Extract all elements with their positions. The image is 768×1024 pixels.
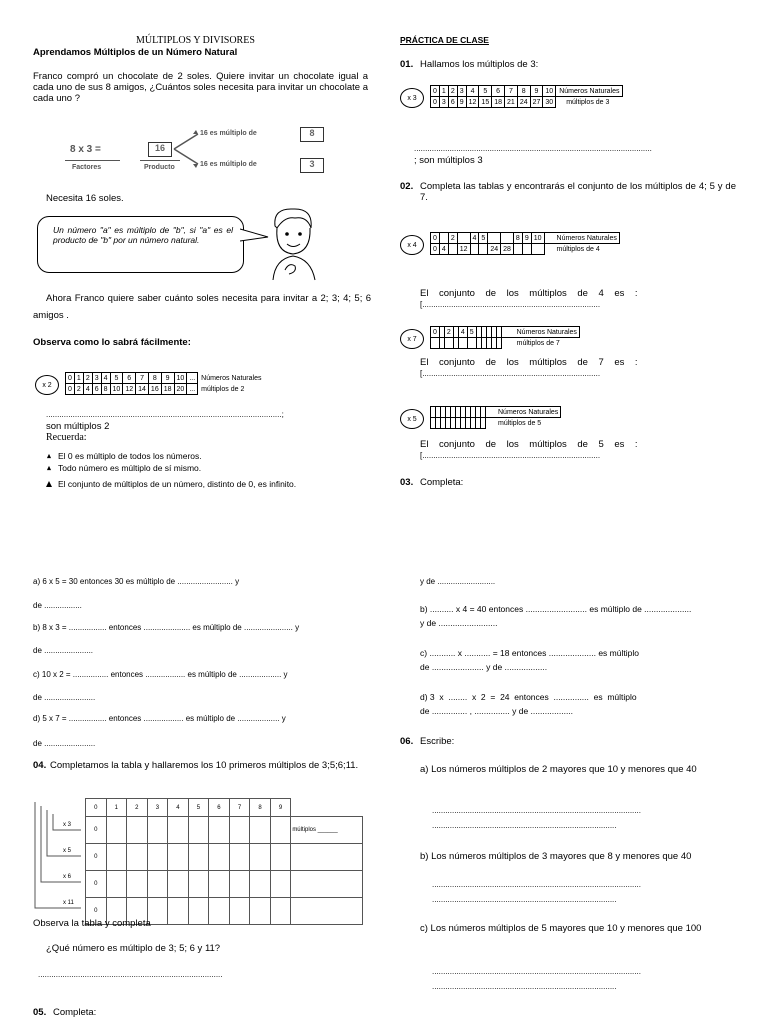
cell: 12 <box>466 97 479 108</box>
exercise-r-b: b) .......... x 4 = 40 entonces .......................... es múltiplo de .................... <box>420 604 692 614</box>
cell: 4 <box>439 244 448 255</box>
cell: 10 <box>531 233 544 244</box>
table5-label1: Números Naturales <box>486 407 561 418</box>
bullet-2 <box>46 463 201 473</box>
write-c: c) Los números múltiplos de 5 mayores que 10 y menores que 100 <box>420 923 702 934</box>
cell: 9 <box>161 373 174 384</box>
x5-circle: x 5 <box>400 409 424 429</box>
bullet-2-text: Todo número es múltiplo de sí mismo. <box>58 463 202 473</box>
cell: 0 <box>431 244 440 255</box>
cell: 7 <box>505 86 518 97</box>
cell <box>147 871 168 898</box>
cell <box>291 898 363 925</box>
q02-number: 02. <box>400 181 414 192</box>
write-b: b) Los números múltiplos de 3 mayores que 8 y menores que 40 <box>420 851 692 862</box>
result-box: 16 <box>148 142 172 157</box>
q06-text: Escribe: <box>420 736 455 747</box>
cell: 21 <box>505 97 518 108</box>
cell: 0 <box>66 373 75 384</box>
exercise-d-2: de ....................... <box>33 739 96 748</box>
cell <box>229 871 250 898</box>
cell: 12 <box>123 384 136 395</box>
cell: 5 <box>467 327 476 338</box>
definition-bubble <box>37 216 244 273</box>
cell: 0 <box>86 871 107 898</box>
write-a-line-1: .............................................................................................. <box>432 806 641 815</box>
cell: 2 <box>74 384 83 395</box>
cell: 6 <box>123 373 136 384</box>
cell <box>470 244 479 255</box>
cell <box>168 871 189 898</box>
cell <box>168 817 189 844</box>
cell: 5 <box>479 233 488 244</box>
cell <box>270 871 291 898</box>
cell: 10 <box>110 384 123 395</box>
grid04-row <box>86 817 363 844</box>
cell: 1 <box>74 373 83 384</box>
cell: 0 <box>431 327 440 338</box>
cell <box>168 844 189 871</box>
cell <box>127 817 148 844</box>
product-diagram <box>60 126 340 186</box>
table5-row1 <box>431 407 561 418</box>
table7-row1 <box>431 327 580 338</box>
cell: 6 <box>92 384 101 395</box>
conjunto-5: El conjunto de los múltiplos de 5 es : <box>420 439 638 450</box>
write-c-line-2: ................................................................................... <box>432 982 617 991</box>
cell <box>250 898 271 925</box>
cell: ... <box>187 373 198 384</box>
cell <box>431 338 440 349</box>
cell: 2 <box>444 327 453 338</box>
cell: 16 <box>148 384 161 395</box>
cell: 4 <box>101 373 110 384</box>
cell <box>501 233 514 244</box>
grid04-mult-11: x 11 <box>63 900 74 906</box>
son-multiplos-3: ; son múltiplos 3 <box>414 155 483 166</box>
q05-number: 05. <box>33 1007 47 1018</box>
write-c-line-1: .............................................................................................. <box>432 967 641 976</box>
cell: 9 <box>457 97 466 108</box>
cell: 1 <box>439 86 448 97</box>
table7-label2: múltiplos de 7 <box>516 339 560 347</box>
cell <box>147 844 168 871</box>
multiple-line-1: 16 es múltiplo de <box>200 130 257 137</box>
problem-text: Franco compró un chocolate de 2 soles. Quiere invitar un chocolate igual a cada uno de sus 8 amigos, ¿Cuántos soles necesita para invitar un chocolate a cada uno ? <box>33 71 368 104</box>
expression: 8 x 3 = <box>70 144 101 155</box>
factores-line <box>65 160 120 161</box>
q02-text: Completa las tablas y encontrarás el conjunto de los múltiplos de 4; 5 y de 7. <box>420 181 736 203</box>
cell: 14 <box>136 384 149 395</box>
bullet-1-text: El 0 es múltiplo de todos los números. <box>58 451 202 461</box>
cell: 9 <box>522 233 531 244</box>
table4-label2: múltiplos de 4 <box>556 245 600 253</box>
boy-illustration <box>265 204 320 282</box>
table3-label2: múltiplos de 3 <box>566 98 610 106</box>
cell: 0 <box>86 898 107 925</box>
multiple-box-2: 3 <box>300 158 324 173</box>
practica-heading: PRÁCTICA DE CLASE <box>400 35 489 45</box>
cell <box>209 871 230 898</box>
cell <box>106 871 127 898</box>
cell: 0 <box>86 844 107 871</box>
cell: 6 <box>448 97 457 108</box>
cell: 3 <box>92 373 101 384</box>
table5-grid <box>430 406 561 429</box>
grid04-brackets <box>33 796 85 914</box>
q01-answer-line: ........................................................................................................... <box>414 144 652 153</box>
cell: ... <box>187 384 198 395</box>
multiple-box-1: 8 <box>300 127 324 142</box>
cell <box>229 817 250 844</box>
exercise-r-d-2: de ............... , ............... y de .................. <box>420 706 574 716</box>
cell: 0 <box>66 384 75 395</box>
cell <box>439 233 448 244</box>
cell: 0 <box>431 233 440 244</box>
cell: 18 <box>492 97 505 108</box>
cell: 7 <box>136 373 149 384</box>
cell: 20 <box>174 384 187 395</box>
cell: 2 <box>127 799 148 817</box>
q04-text: Completamos la tabla y hallaremos los 10 primeros múltiplos de 3;5;6;11. <box>50 760 359 771</box>
cell <box>147 817 168 844</box>
q01-text: Hallamos los múltiplos de 3: <box>420 59 539 70</box>
cell: 9 <box>530 86 543 97</box>
q01-number: 01. <box>400 59 414 70</box>
cell <box>270 844 291 871</box>
table2-label2: múltiplos de 2 <box>201 385 245 393</box>
exercise-b: b) 8 x 3 = ................. entonces ..................... es múltiplo de ...................... y <box>33 623 300 632</box>
cell: 3 <box>457 86 466 97</box>
exercise-r-c-2: de ...................... y de .................. <box>420 662 548 672</box>
q03-number: 03. <box>400 477 414 488</box>
cell: 3 <box>147 799 168 817</box>
question-answer-line: ................................................................................... <box>38 970 223 979</box>
cell <box>127 871 148 898</box>
cell <box>168 898 189 925</box>
grid04-mult-5: x 5 <box>63 848 72 854</box>
cell <box>229 844 250 871</box>
write-b-line-2: ................................................................................... <box>432 895 617 904</box>
cell <box>522 244 531 255</box>
grid04-label: múltiplos ______ <box>291 817 363 844</box>
grid04-mult-6: x 6 <box>63 874 72 880</box>
observa-table-text: Observa la tabla y completa <box>33 918 151 929</box>
q06-number: 06. <box>400 736 414 747</box>
table5-row2 <box>431 418 561 429</box>
producto-label: Producto <box>144 164 175 171</box>
cell <box>270 898 291 925</box>
cell: 4 <box>168 799 189 817</box>
cell <box>270 817 291 844</box>
cell: 10 <box>174 373 187 384</box>
cell: 28 <box>501 244 514 255</box>
cell: 6 <box>492 86 505 97</box>
cell: 8 <box>513 233 522 244</box>
cell: 24 <box>517 97 530 108</box>
definition-text: Un número "a" es múltiplo de "b", si "a" es el producto de "b" por un número natural. <box>53 225 233 245</box>
cell: 0 <box>431 86 440 97</box>
table7-label1: Números Naturales <box>501 327 579 338</box>
cell <box>250 871 271 898</box>
subtitle: Aprendamos Múltiplos de un Número Natural <box>33 47 238 58</box>
cell: 7 <box>229 799 250 817</box>
exercise-a-yde: y de .......................... <box>420 577 496 586</box>
question-text: ¿Qué número es múltiplo de 3; 5; 6 y 11? <box>46 943 221 954</box>
table7-row2 <box>431 338 580 349</box>
cell: 27 <box>530 97 543 108</box>
grid04-mult-3: x 3 <box>63 822 72 828</box>
q05-text: Completa: <box>53 1007 97 1018</box>
cell: 4 <box>470 233 479 244</box>
cell: 30 <box>543 97 556 108</box>
cell <box>188 817 209 844</box>
cell: 5 <box>479 86 492 97</box>
table2-row1 <box>66 373 264 384</box>
table5-label2: múltiplos de 5 <box>498 419 542 427</box>
conjunto-7-line: [................................................................................ <box>420 369 601 378</box>
cell: 1 <box>106 799 127 817</box>
multiple-line-2: 16 es múltiplo de <box>200 161 257 168</box>
table3-label1: Números Naturales <box>556 86 622 97</box>
son-multiplos-2: son múltiplos 2 <box>46 421 110 432</box>
cell: 0 <box>86 817 107 844</box>
cell <box>250 844 271 871</box>
x3-circle: x 3 <box>400 88 424 108</box>
cell: 10 <box>543 86 556 97</box>
bullet-1 <box>46 451 202 461</box>
cell <box>188 898 209 925</box>
cell <box>291 844 363 871</box>
exercise-a: a) 6 x 5 = 30 entonces 30 es múltiplo de ......................... y <box>33 577 240 586</box>
x7-circle: x 7 <box>400 329 424 349</box>
page-title: MÚLTIPLOS Y DIVISORES <box>136 35 255 46</box>
conjunto-4-line: [................................................................................ <box>420 300 601 309</box>
cell: 0 <box>431 97 440 108</box>
cell: 3 <box>439 97 448 108</box>
cell: 5 <box>110 373 123 384</box>
factores-label: Factores <box>72 164 102 171</box>
cell: 4 <box>458 327 467 338</box>
table4-label1: Números Naturales <box>544 233 619 244</box>
cell: 8 <box>101 384 110 395</box>
grid04-row <box>86 871 363 898</box>
cell <box>488 233 501 244</box>
cell: 15 <box>479 97 492 108</box>
cell <box>291 799 363 817</box>
cell <box>531 244 544 255</box>
table4-grid <box>430 232 620 255</box>
grid-04 <box>33 796 363 914</box>
exercise-c-2: de ....................... <box>33 693 96 702</box>
table2-grid <box>65 372 264 395</box>
cell <box>250 817 271 844</box>
recuerda-heading: Recuerda: <box>46 432 87 443</box>
table2-label1: Números Naturales <box>201 374 262 382</box>
exercise-a-2: de ................. <box>33 601 82 610</box>
bullet-3-text: El conjunto de múltiplos de un número, distinto de 0, es infinito. <box>58 479 297 489</box>
cell <box>458 338 467 349</box>
ahora-text: Ahora Franco quiere saber cuánto soles necesita para invitar a 2; 3; 4; 5; 6 amigos . <box>33 293 371 321</box>
cell <box>291 871 363 898</box>
table3-row2 <box>431 97 623 108</box>
answer-line-2: ..........................................................................................................; <box>46 410 284 419</box>
cell <box>209 844 230 871</box>
q04-number: 04. <box>33 760 47 771</box>
cell: 5 <box>188 799 209 817</box>
table4-row1 <box>431 233 620 244</box>
cell: 4 <box>466 86 479 97</box>
x4-circle: x 4 <box>400 235 424 255</box>
cell <box>188 844 209 871</box>
cell <box>448 244 457 255</box>
cell: 8 <box>250 799 271 817</box>
table2-row2 <box>66 384 264 395</box>
write-a-line-2: ................................................................................... <box>432 821 617 830</box>
conjunto-5-line: [................................................................................ <box>420 451 601 460</box>
grid04-row <box>86 844 363 871</box>
write-a: a) Los números múltiplos de 2 mayores que 10 y menores que 40 <box>420 764 697 775</box>
table4-row2 <box>431 244 620 255</box>
cell <box>467 338 476 349</box>
cell: 4 <box>83 384 92 395</box>
cell: 24 <box>488 244 501 255</box>
write-b-line-1: .............................................................................................. <box>432 880 641 889</box>
exercise-c: c) 10 x 2 = ................ entonces .................. es múltiplo de ................... y <box>33 670 288 679</box>
table7-grid <box>430 326 580 349</box>
cell: 0 <box>86 799 107 817</box>
cell <box>106 817 127 844</box>
cell <box>188 871 209 898</box>
q03-text: Completa: <box>420 477 464 488</box>
exercise-b-2: de ...................... <box>33 646 94 655</box>
x2-circle: x 2 <box>35 375 59 395</box>
conjunto-4: El conjunto de los múltiplos de 4 es : <box>420 288 638 299</box>
cell <box>127 844 148 871</box>
observa-heading: Observa como lo sabrá fácilmente: <box>33 337 191 348</box>
cell <box>457 233 470 244</box>
cell <box>513 244 522 255</box>
exercise-r-d: d) 3 x ........ x 2 = 24 entonces ............... es múltiplo <box>420 692 637 702</box>
exercise-d: d) 5 x 7 = ................. entonces .................. es múltiplo de ................... y <box>33 714 286 723</box>
cell: 6 <box>209 799 230 817</box>
exercise-r-b-2: y de ......................... <box>420 618 498 628</box>
cell <box>444 338 453 349</box>
cell: 2 <box>448 86 457 97</box>
cell: 18 <box>161 384 174 395</box>
cell: 12 <box>457 244 470 255</box>
exercise-r-c: c) ........... x ........... = 18 entonces .................... es múltiplo <box>420 648 639 658</box>
cell <box>106 844 127 871</box>
cell: 9 <box>270 799 291 817</box>
bullet-3 <box>46 479 296 489</box>
conjunto-7: El conjunto de los múltiplos de 7 es : <box>420 357 638 368</box>
grid04-table <box>85 798 363 925</box>
cell <box>209 898 230 925</box>
table3-grid <box>430 85 623 108</box>
cell <box>479 244 488 255</box>
table3-row1 <box>431 86 623 97</box>
necesita-text: Necesita 16 soles. <box>46 193 124 204</box>
cell: 8 <box>517 86 530 97</box>
cell <box>209 817 230 844</box>
cell: 2 <box>83 373 92 384</box>
grid04-header <box>86 799 363 817</box>
cell <box>229 898 250 925</box>
cell: 2 <box>448 233 457 244</box>
cell: 8 <box>148 373 161 384</box>
